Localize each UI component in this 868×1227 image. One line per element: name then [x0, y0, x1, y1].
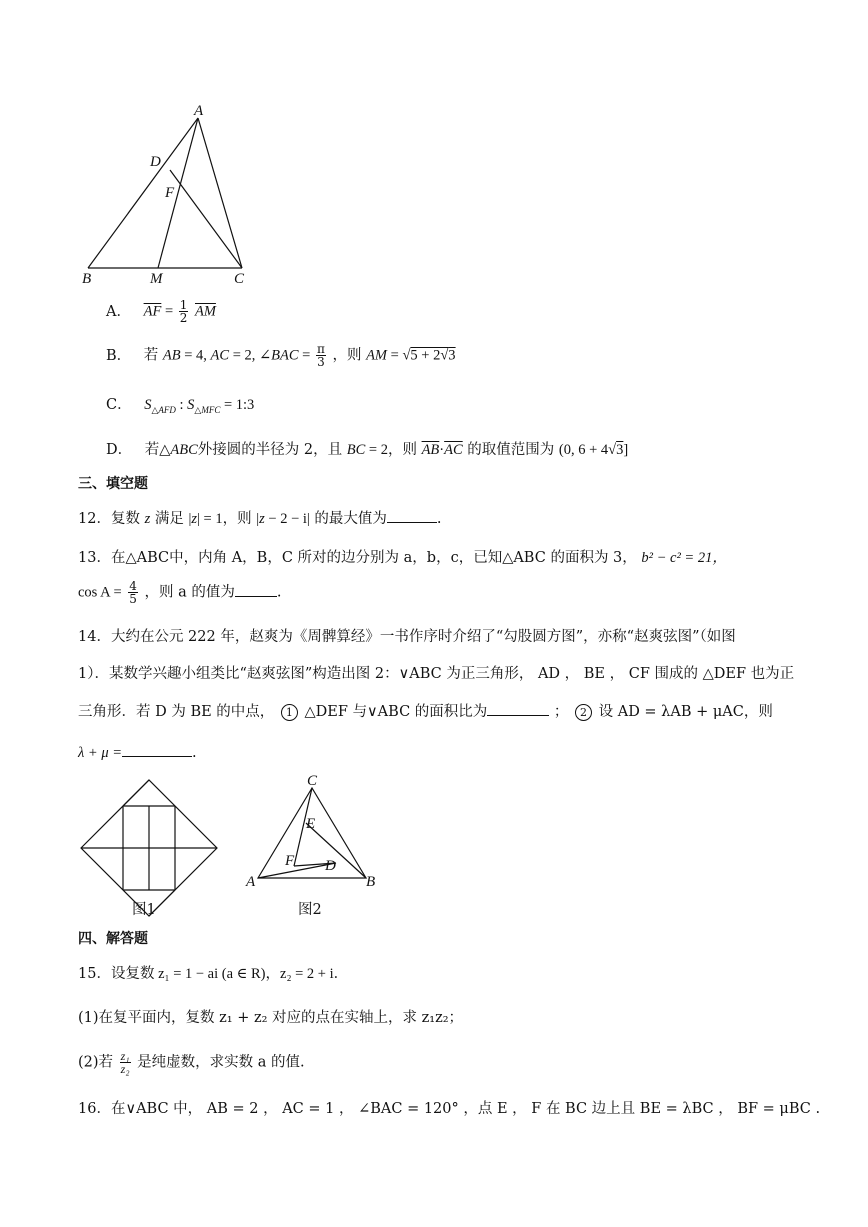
label-B: B [82, 271, 92, 287]
label-A: A [194, 103, 204, 119]
fig2-label-D: D [325, 858, 336, 874]
figure-1-caption: 图1 [132, 902, 156, 918]
label-F: F [165, 185, 175, 201]
label-M: M [150, 271, 163, 287]
question-14-line1: 14．大约在公元 222 年，赵爽为《周髀算经》一书作序时介绍了“勾股圆方图”，亦称“赵爽弦图”（如图 [78, 629, 736, 645]
question-14-line4: λ + μ = . [78, 742, 197, 762]
fig2-label-C: C [307, 773, 318, 789]
question-14-line3: 三角形．若 D 为 BE 的中点， 1 △DEF 与∨ABC 的面积比为 ； 2 设 AD = λAB + μAC，则 [78, 700, 773, 721]
question-12: 12．复数 z 满足 |z| = 1，则 |z − 2 − i| 的最大值为 . [78, 507, 442, 528]
fig2-label-F: F [285, 853, 295, 869]
fig2-label-B: B [366, 874, 376, 890]
question-15-part1: (1)在复平面内，复数 z₁ + z₂ 对应的点在实轴上，求 z₁z₂； [78, 1010, 464, 1026]
option-c: C． $S_{\triangle AFD}$ : $S_{\triangle MFC}$ = 1:3 [106, 397, 255, 415]
question-15-part2: (2)若 $\frac{\text{z₁}}{\text{z₂}}$ 是纯虚数，求实数 a 的值. [78, 1049, 305, 1076]
question-13-line1: 13．在△ABC中，内角 A，B，C 所对的边分别为 a，b，c，已知△ABC 的面积为 3， b² − c² = 21， [78, 550, 727, 566]
label-C: C [234, 271, 245, 287]
fig2-label-A: A [246, 874, 256, 890]
question-14-line2: 1）．某数学兴趣小组类比“赵爽弦图”构造出图 2：∨ABC 为正三角形， AD ， BE ， CF 围成的 △DEF 也为正 [78, 666, 795, 682]
option-b: B． 若 AB = 4, AC = 2, ∠BAC = $\frac{\pi}{3}$ ，则 AM = √5 + 2√3 [106, 342, 456, 369]
triangle-figure [70, 100, 270, 290]
option-a: A． $\overline{AF}$ = $\frac{1}{2}$ $\overline{AM}$ [106, 298, 216, 325]
section-3-title: 三、填空题 [78, 476, 148, 492]
label-D: D [150, 154, 161, 170]
figure-2 [240, 768, 390, 898]
question-16: 16．在∨ABC 中， AB = 2 ， AC = 1 ， ∠BAC = 120° ，点 E ， F 在 BC 边上且 BE = λBC ， BF = μBC . [78, 1101, 821, 1117]
question-15-line1: 15．设复数 z₁ = 1 − ai (a ∈ R)，z₂ = 2 + i． [78, 966, 349, 982]
figure-2-caption: 图2 [298, 902, 322, 918]
option-d: D． 若△ABC外接圆的半径为 2，且 BC = 2，则 $\overline{AB}\cdot\overline{AC}$ 的取值范围为 (0, 6 + 4√3] [106, 442, 629, 458]
question-13-line2: cos A = $\frac{4}{5}$ ，则 a 的值为 . [78, 579, 282, 606]
section-4-title: 四、解答题 [78, 931, 148, 947]
fig2-label-E: E [306, 816, 316, 832]
